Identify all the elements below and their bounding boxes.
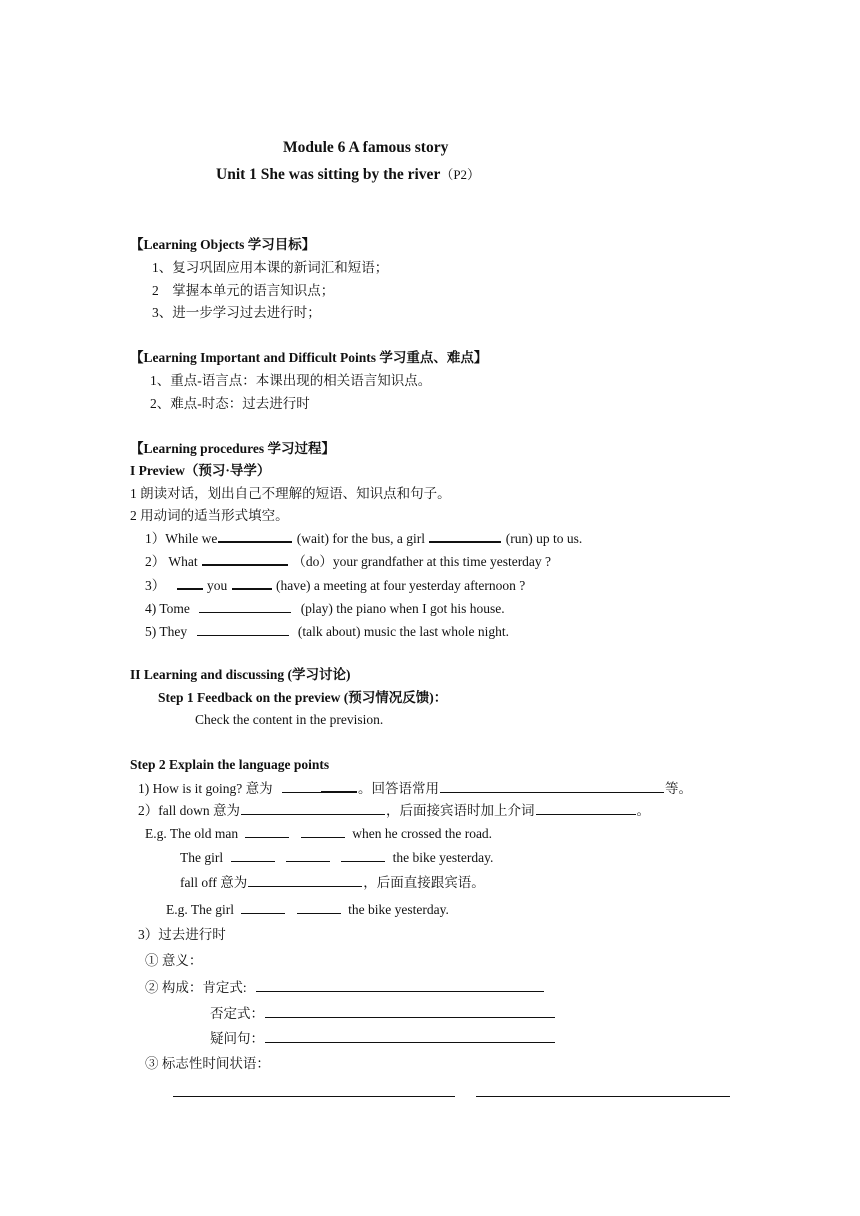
markers-line: ③ 标志性时间状语： [145, 1056, 270, 1071]
unit-title [216, 166, 480, 184]
example-1-part-a: E.g. The old man [145, 826, 239, 841]
example-1-blank-1[interactable] [245, 824, 289, 838]
question-label: 疑问句： [210, 1031, 264, 1046]
exercise-5-blank[interactable] [197, 622, 289, 636]
point-2-part-a: 2）fall down 意为 [138, 803, 240, 818]
key-points-heading: 【Learning Important and Difficult Points 学习重点、难点】 [130, 350, 488, 365]
point-1-part-c: 等。 [665, 781, 692, 796]
exercise-1 [145, 528, 582, 548]
procedures-heading: 【Learning procedures 学习过程】 [130, 441, 336, 456]
point-1-part-b: 。回答语常用 [358, 781, 439, 796]
example-1-blank-2[interactable] [301, 824, 345, 838]
exercise-3-part-b: you [207, 578, 228, 593]
point-2-part-c: 。 [636, 803, 650, 818]
point-2-part-b: ，后面接宾语时加上介词 [386, 803, 535, 818]
example-2-blank-3[interactable] [341, 848, 385, 862]
exercise-4-blank[interactable] [199, 599, 291, 613]
fall-off-line [180, 873, 485, 892]
step1-text: Check the content in the prevision. [195, 712, 384, 727]
example-3 [166, 900, 449, 919]
step2-heading: Step 2 Explain the language points [130, 757, 330, 772]
structure-line [145, 978, 545, 997]
affirmative-blank[interactable] [256, 978, 544, 992]
preview-heading: I Preview（预习·导学） [130, 463, 271, 478]
exercise-2-part-b: （do）your grandfather at this time yesterday ? [292, 554, 552, 569]
exercise-1-part-a: 1）While we [145, 531, 218, 546]
point-2 [138, 801, 650, 820]
objects-item-2: 2 掌握本单元的语言知识点； [152, 283, 335, 298]
objects-item-1: 1、复习巩固应用本课的新词汇和短语； [152, 260, 389, 275]
exercise-5 [145, 622, 509, 641]
exercise-5-part-a: 5) They [145, 624, 188, 639]
preview-line-2: 2 用动词的适当形式填空。 [130, 508, 289, 523]
exercise-2-part-a: 2） What [145, 554, 198, 569]
exercise-3-part-a: 3） [145, 578, 166, 593]
exercise-3-part-c: (have) a meeting at four yesterday afternoon ? [276, 578, 526, 593]
fall-off-part-b: ，后面直接跟宾语。 [363, 875, 485, 890]
point-1-blank-1[interactable] [282, 779, 322, 793]
example-3-part-b: the bike yesterday. [348, 902, 449, 917]
exercise-4-part-a: 4) Tome [145, 601, 190, 616]
exercise-3-blank-1[interactable] [177, 575, 203, 590]
exercise-4 [145, 599, 505, 618]
unit-page: （P2） [440, 167, 481, 182]
example-2-part-b: the bike yesterday. [392, 850, 494, 865]
objects-item-3: 3、进一步学习过去进行时； [152, 305, 321, 320]
exercise-5-part-b: (talk about) music the last whole night. [297, 624, 509, 639]
exercise-3-blank-2[interactable] [232, 575, 272, 590]
exercise-4-part-b: (play) the piano when I got his house. [300, 601, 505, 616]
exercise-3 [145, 575, 525, 595]
example-2-blank-2[interactable] [286, 848, 330, 862]
meaning-line: ① 意义： [145, 953, 203, 968]
example-2 [180, 848, 493, 867]
example-2-part-a: The girl [180, 850, 224, 865]
key-points-item-1: 1、重点-语言点：本课出现的相关语言知识点。 [150, 373, 432, 388]
negative-line [210, 1004, 556, 1023]
markers-blank-2[interactable] [476, 1096, 730, 1097]
fall-off-part-a: fall off 意为 [180, 875, 248, 890]
point-2-blank-1[interactable] [241, 801, 385, 815]
markers-blank-1[interactable] [173, 1096, 455, 1097]
exercise-1-blank-2[interactable] [429, 528, 501, 543]
exercise-2 [145, 551, 551, 571]
objects-heading: 【Learning Objects 学习目标】 [130, 237, 316, 252]
preview-line-1: 1 朗读对话，划出自己不理解的短语、知识点和句子。 [130, 486, 451, 501]
example-1-part-b: when he crossed the road. [352, 826, 493, 841]
point-1-blank-1b[interactable] [321, 778, 357, 793]
example-3-part-a: E.g. The girl [166, 902, 234, 917]
point-1 [138, 778, 692, 798]
example-3-blank-2[interactable] [297, 900, 341, 914]
exercise-1-part-c: (run) up to us. [505, 531, 583, 546]
example-1 [145, 824, 492, 843]
structure-label: ② 构成：肯定式: [145, 980, 247, 995]
question-line [210, 1029, 556, 1048]
discussing-heading: II Learning and discussing (学习讨论) [130, 667, 351, 682]
example-3-blank-1[interactable] [241, 900, 285, 914]
negative-label: 否定式： [210, 1006, 264, 1021]
unit-title-text: Unit 1 She was sitting by the river [216, 166, 441, 183]
module-title: Module 6 A famous story [283, 139, 449, 156]
exercise-2-blank[interactable] [202, 551, 288, 566]
point-2-blank-2[interactable] [536, 801, 636, 815]
exercise-1-part-b: (wait) for the bus, a girl [296, 531, 425, 546]
key-points-item-2: 2、难点-时态：过去进行时 [150, 396, 310, 411]
point-1-part-a: 1) How is it going? 意为 [138, 781, 273, 796]
point-1-blank-2[interactable] [440, 779, 664, 793]
point-3: 3）过去进行时 [138, 927, 226, 942]
fall-off-blank[interactable] [248, 873, 362, 887]
negative-blank[interactable] [265, 1004, 555, 1018]
exercise-1-blank-1[interactable] [218, 528, 292, 543]
step1-heading: Step 1 Feedback on the preview (预习情况反馈)： [158, 690, 448, 705]
question-blank[interactable] [265, 1029, 555, 1043]
example-2-blank-1[interactable] [231, 848, 275, 862]
